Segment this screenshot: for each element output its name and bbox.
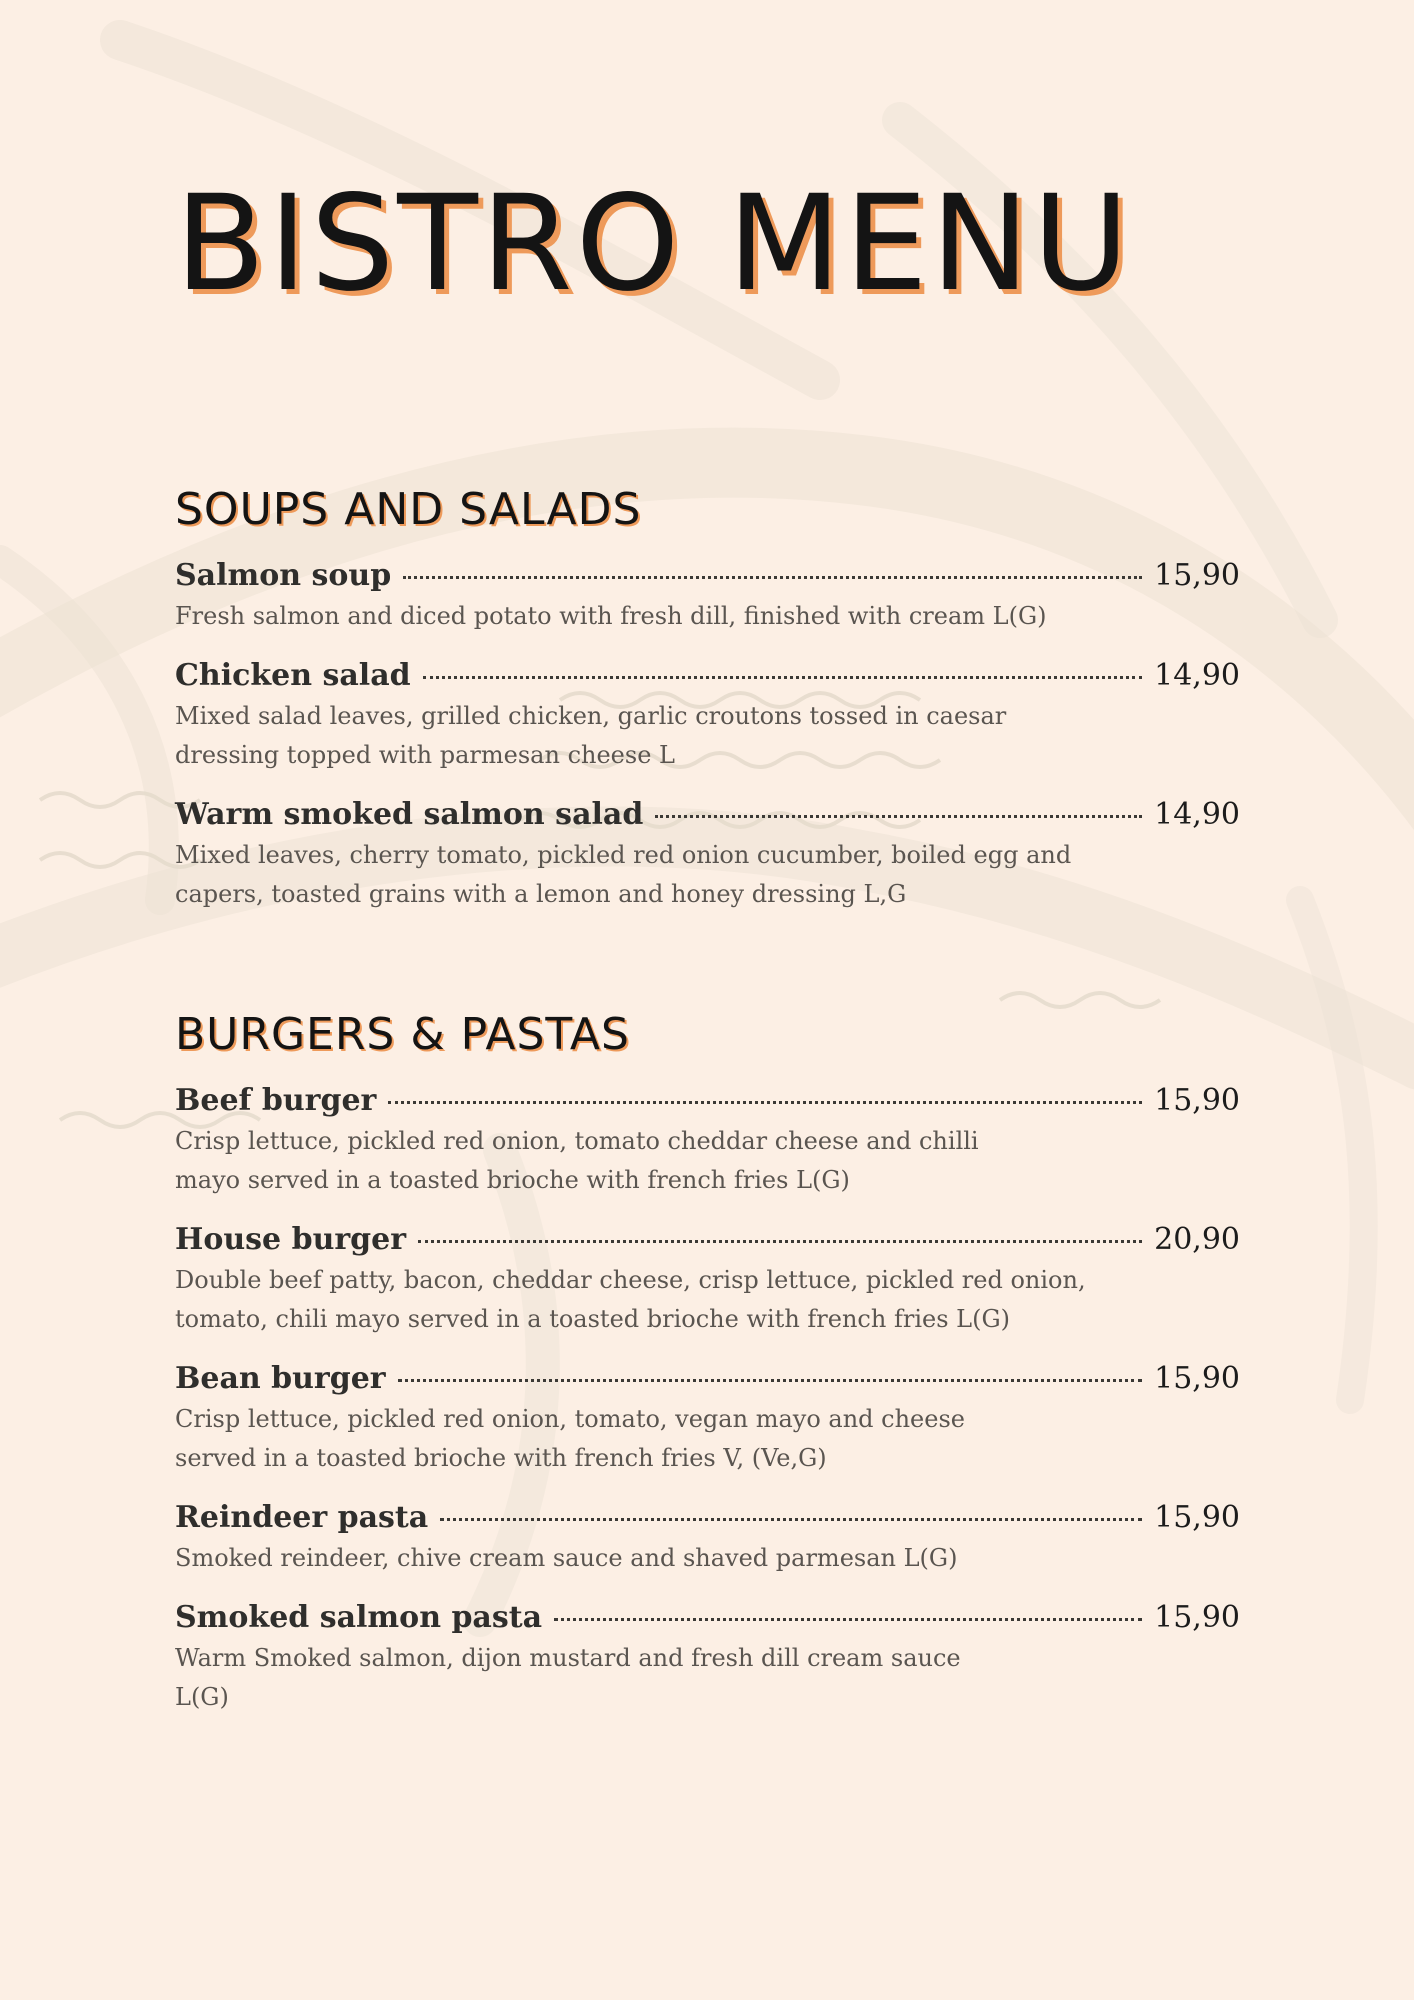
menu-item bbox=[175, 1500, 1240, 1578]
item-name: Smoked salmon pasta bbox=[175, 1599, 543, 1635]
item-description: Smoked reindeer, chive cream sauce and shaved parmesan L(G) bbox=[175, 1543, 958, 1572]
item-price: 15,90 bbox=[1154, 1599, 1240, 1635]
item-price: 14,90 bbox=[1154, 796, 1240, 832]
item-name: Beef burger bbox=[175, 1082, 377, 1118]
menu-item bbox=[175, 558, 1240, 636]
item-name: Chicken salad bbox=[175, 657, 411, 693]
dotted-leader bbox=[423, 676, 1142, 679]
item-price: 20,90 bbox=[1154, 1221, 1240, 1257]
item-name: Salmon soup bbox=[175, 557, 392, 593]
dotted-leader bbox=[403, 576, 1142, 579]
menu-title: BISTRO MENU bbox=[175, 167, 1133, 321]
dotted-leader bbox=[418, 1240, 1142, 1243]
item-name: House burger bbox=[175, 1221, 407, 1257]
item-price: 15,90 bbox=[1154, 1082, 1240, 1118]
dotted-leader bbox=[388, 1101, 1142, 1104]
item-description: Fresh salmon and diced potato with fresh dill, finished with cream L(G) bbox=[175, 601, 1047, 630]
item-price: 15,90 bbox=[1154, 1360, 1240, 1396]
section-soups-and-salads bbox=[175, 485, 1240, 936]
dotted-leader bbox=[554, 1618, 1142, 1621]
section-heading: BURGERS & PASTAS bbox=[175, 1009, 630, 1060]
menu-item bbox=[175, 1222, 1240, 1339]
item-description: Double beef patty, bacon, cheddar cheese, crisp lettuce, pickled red onion, tomato, chili mayo served in a toasted brioche with french fries L(G) bbox=[175, 1265, 1086, 1333]
dotted-leader bbox=[655, 815, 1142, 818]
dotted-leader bbox=[398, 1379, 1143, 1382]
menu-item bbox=[175, 1600, 1240, 1717]
item-price: 15,90 bbox=[1154, 1499, 1240, 1535]
item-description: Mixed leaves, cherry tomato, pickled red onion cucumber, boiled egg and capers, toasted grains with a lemon and honey dressing L,G bbox=[175, 840, 1072, 908]
menu-item bbox=[175, 1083, 1240, 1200]
item-name: Bean burger bbox=[175, 1360, 386, 1396]
menu-item bbox=[175, 1361, 1240, 1478]
item-description: Crisp lettuce, pickled red onion, tomato cheddar cheese and chilli mayo served in a toasted brioche with french fries L(G) bbox=[175, 1126, 979, 1194]
section-heading: SOUPS AND SALADS bbox=[175, 484, 642, 535]
item-description: Mixed salad leaves, grilled chicken, garlic croutons tossed in caesar dressing topped with parmesan cheese L bbox=[175, 701, 1007, 769]
item-description: Crisp lettuce, pickled red onion, tomato, vegan mayo and cheese served in a toasted brioche with french fries V, (Ve,G) bbox=[175, 1404, 965, 1472]
item-price: 15,90 bbox=[1154, 557, 1240, 593]
item-name: Reindeer pasta bbox=[175, 1499, 429, 1535]
item-price: 14,90 bbox=[1154, 657, 1240, 693]
section-burgers-and-pastas bbox=[175, 1010, 1240, 1739]
menu-item bbox=[175, 658, 1240, 775]
dotted-leader bbox=[440, 1518, 1142, 1521]
item-name: Warm smoked salmon salad bbox=[175, 796, 644, 832]
menu-item bbox=[175, 797, 1240, 914]
item-description: Warm Smoked salmon, dijon mustard and fresh dill cream sauce L(G) bbox=[175, 1643, 961, 1711]
